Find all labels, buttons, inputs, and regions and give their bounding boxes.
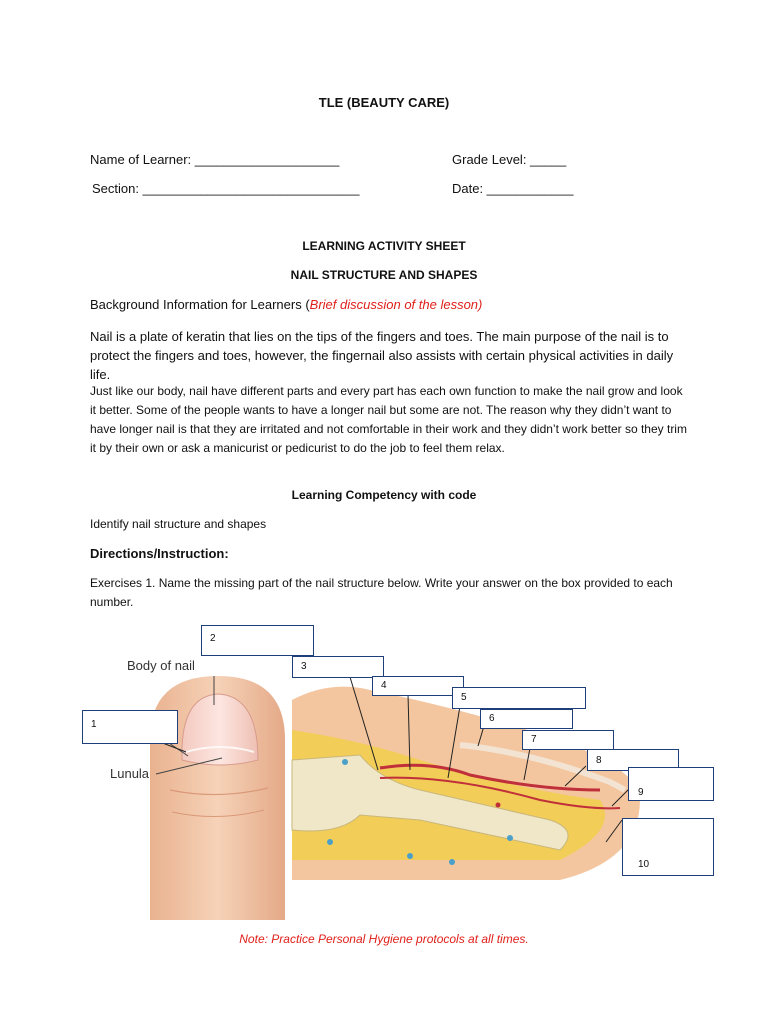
exercise-instruction: Exercises 1. Name the missing part of the nail structure below. Write your answer on the box provided to each number. <box>90 576 673 609</box>
answer-box-2[interactable] <box>201 625 314 656</box>
background-note: Brief discussion of the lesson) <box>309 297 483 312</box>
answer-box-1[interactable] <box>82 710 178 744</box>
answer-box-9[interactable] <box>628 767 714 801</box>
box-number-6: 6 <box>489 713 495 724</box>
box-number-9: 9 <box>638 787 644 798</box>
directions-label: Directions/Instruction: <box>90 546 229 561</box>
grade-field: Grade Level: _____ <box>452 152 567 167</box>
box-number-7: 7 <box>531 734 537 745</box>
box-number-2: 2 <box>210 633 216 644</box>
answer-box-6[interactable] <box>480 709 573 729</box>
answer-box-7[interactable] <box>522 730 614 750</box>
paragraph-1: Nail is a plate of keratin that lies on the tips of the fingers and toes. The main purpose of the nail is to protect the fingers and toes, however, the fingernail also assists with certain physical activities in daily life. <box>90 329 674 382</box>
name-field: Name of Learner: ____________________ <box>90 152 340 167</box>
box-number-10: 10 <box>638 859 650 870</box>
box-number-4: 4 <box>381 680 387 691</box>
box-number-3: 3 <box>301 661 307 672</box>
box-number-8: 8 <box>596 755 602 766</box>
section-field: Section: ______________________________ <box>92 181 360 196</box>
date-field: Date: ____________ <box>452 181 574 196</box>
answer-box-3[interactable] <box>292 656 384 678</box>
box-number-5: 5 <box>461 692 467 703</box>
background-label <box>90 297 482 312</box>
answer-box-10[interactable] <box>622 818 714 876</box>
competency-heading: Learning Competency with code <box>291 488 477 502</box>
answer-box-4[interactable] <box>372 676 464 696</box>
sheet-heading: LEARNING ACTIVITY SHEET <box>302 239 466 253</box>
document-title: TLE (BEAUTY CARE) <box>318 95 450 110</box>
competency-text: Identify nail structure and shapes <box>90 517 267 531</box>
background-label-text: Background Information for Learners ( <box>90 297 310 312</box>
answer-box-5[interactable] <box>452 687 586 709</box>
topic-heading: NAIL STRUCTURE AND SHAPES <box>290 268 478 282</box>
footer-note: Note: Practice Personal Hygiene protocols at all times. <box>239 932 529 946</box>
paragraph-2: Just like our body, nail have different parts and every part has each own function to make the nail grow and look it better. Some of the people wants to have a longer nail but some are not. The reason why they didn’t want to have longer nail is that they are irritated and not comfortable in their work and they didn’t work better so they trim it by their own or ask a manicurist or pedicurist to do the job to feel them relax. <box>90 384 687 455</box>
nail-cross-section <box>292 687 640 880</box>
label-lunula: Lunula <box>110 766 150 781</box>
box-number-1: 1 <box>91 719 97 730</box>
label-body-of-nail: Body of nail <box>127 658 195 673</box>
